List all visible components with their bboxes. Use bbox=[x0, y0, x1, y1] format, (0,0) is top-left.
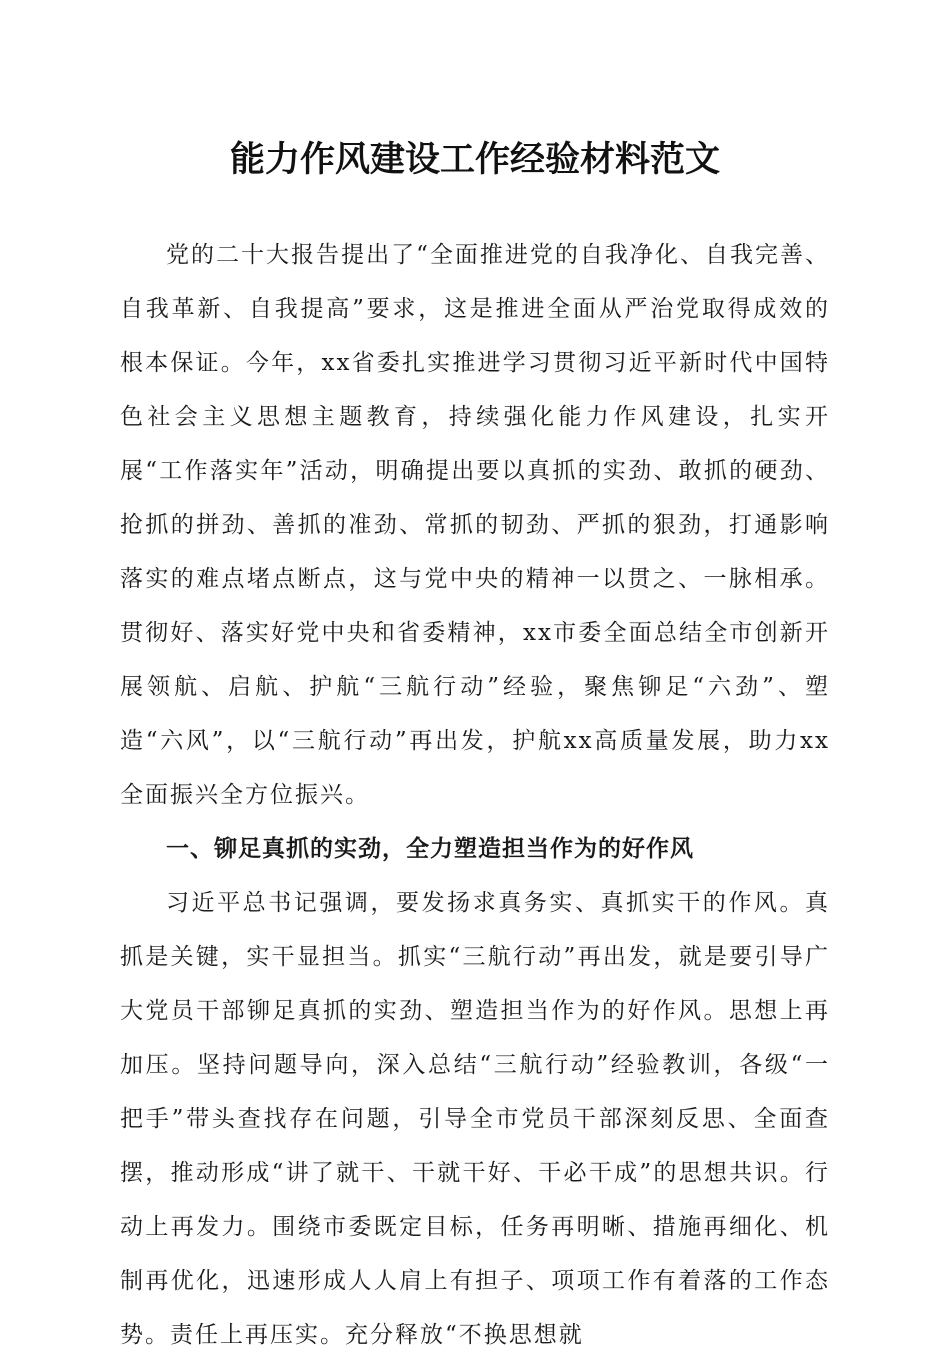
section-paragraph: 习近平总书记强调，要发扬求真务实、真抓实干的作风。真抓是关键，实干显担当。抓实“三航行动”再出发，就是要引导广大党员干部铆足真抓的实劲、塑造担当作为的好作风。思想上再加压。坚持问题导向，深入总结“三航行动”经验教训，各级“一把手”带头查找存在问题，引导全市党员干部深刻反思、全面查摆，推动形成“讲了就干、干就干好、干必干成”的思想共识。行动上再发力。围绕市委既定目标，任务再明晰、措施再细化、机制再优化，迅速形成人人肩上有担子、项项工作有着落的工作态势。责任上再压实。充分释放“不换思想就 bbox=[120, 890, 830, 1348]
document-title: 能力作风建设工作经验材料范文 bbox=[229, 139, 720, 180]
intro-paragraph: 党的二十大报告提出了“全面推进党的自我净化、自我完善、自我革新、自我提高”要求，这是推进全面从严治党取得成效的根本保证。今年，xx省委扎实推进学习贯彻习近平新时代中国特色社会主义思想主题教育，持续强化能力作风建设，扎实开展“工作落实年”活动，明确提出要以真抓的实劲、敢抓的硬劲、抢抓的拼劲、善抓的准劲、常抓的韧劲、严抓的狠劲，打通影响落实的难点堵点断点，这与党中央的精神一以贯之、一脉相承。贯彻好、落实好党中央和省委精神，xx市委全面总结全市创新开展领航、启航、护航“三航行动”经验，聚焦铆足“六劲”、塑造“六风”，以“三航行动”再出发，护航xx高质量发展，助力xx全面振兴全方位振兴。 bbox=[120, 242, 830, 808]
document-body bbox=[120, 228, 830, 1362]
section-heading: 一、铆足真抓的实劲，全力塑造担当作为的好作风 bbox=[166, 835, 694, 862]
